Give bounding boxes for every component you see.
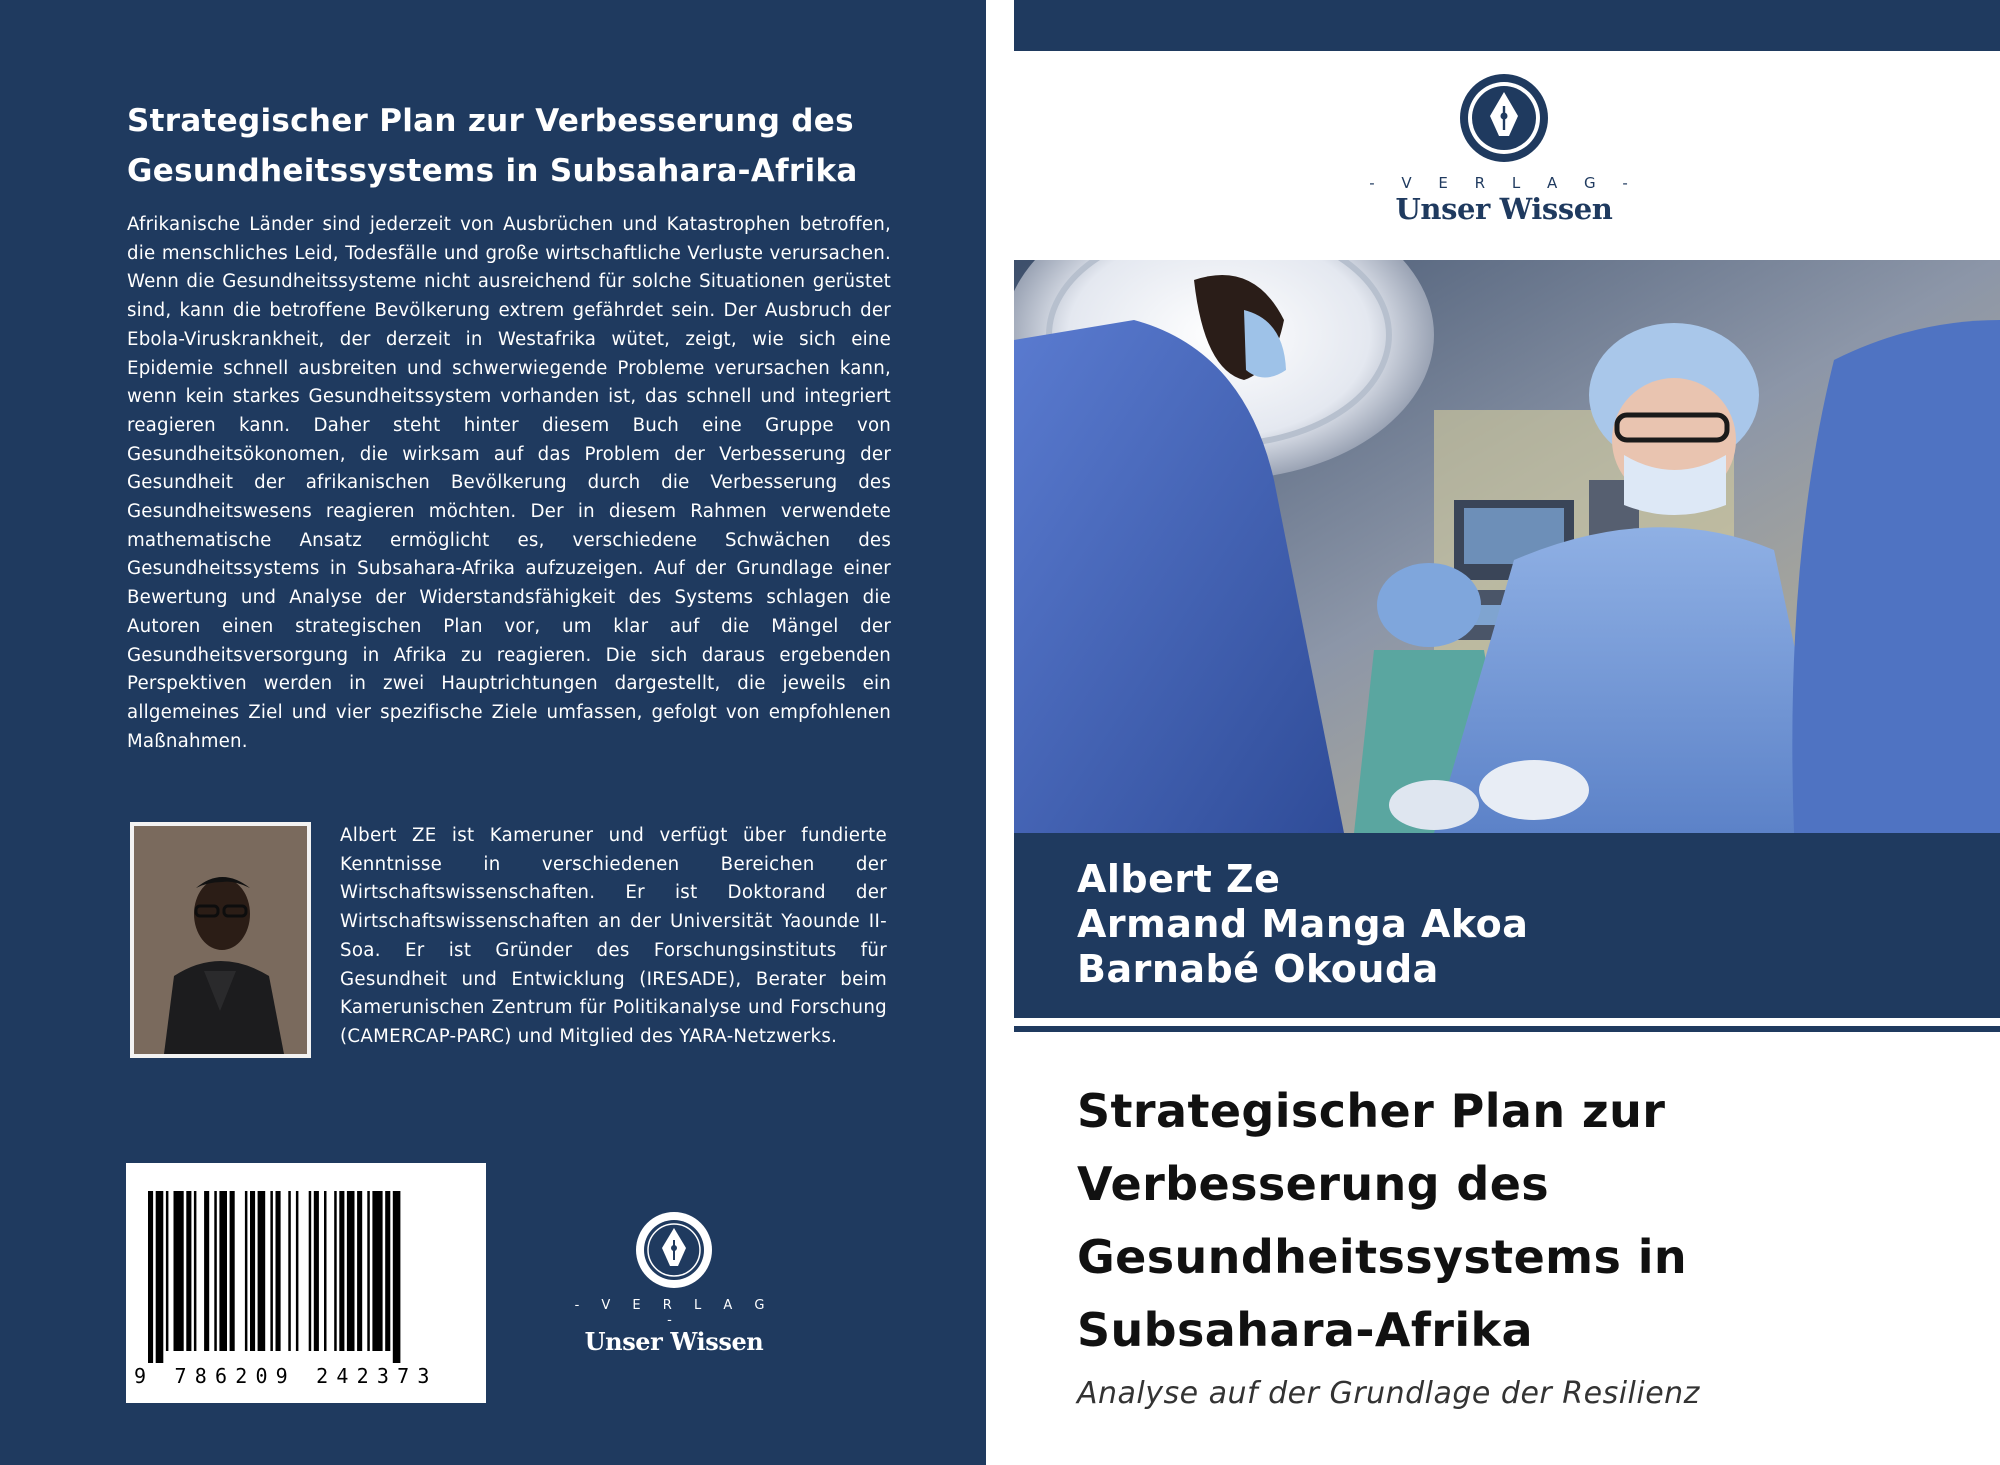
barcode-bar (288, 1191, 291, 1351)
title-line: Gesundheitssystems in (1077, 1230, 1688, 1284)
author-photo (130, 822, 311, 1058)
author-name: Armand Manga Akoa (1077, 902, 1529, 946)
author-list (1077, 857, 1528, 992)
back-publisher-logo (563, 1210, 785, 1356)
barcode-bar (385, 1191, 390, 1351)
title-line: Subsahara-Afrika (1077, 1303, 1533, 1357)
barcode-bar (230, 1191, 235, 1351)
logo-verlag-text: - V E R L A G - (574, 1298, 774, 1328)
barcode-bars (126, 1163, 486, 1363)
barcode-bar (204, 1191, 209, 1351)
logo-publisher-name: Unser Wissen (584, 1327, 764, 1356)
barcode-bar (166, 1191, 169, 1351)
barcode-bar (334, 1191, 337, 1351)
barcode-bar (156, 1191, 164, 1363)
barcode-bar (174, 1191, 184, 1351)
barcode-bar (214, 1191, 217, 1351)
title-line: Verbesserung des (1077, 1157, 1550, 1211)
front-cover (1014, 0, 2000, 1465)
barcode-bar (339, 1191, 344, 1351)
barcode-bar (393, 1191, 401, 1363)
barcode-bar (270, 1191, 273, 1351)
author-name: Albert Ze (1077, 857, 1281, 901)
barcode-bar (296, 1191, 299, 1351)
barcode-bar (276, 1191, 281, 1351)
barcode-bar (324, 1191, 327, 1351)
front-cover-title (1077, 1075, 1957, 1367)
fountain-pen-nib-icon (1458, 72, 1550, 164)
divider-rule (1014, 1026, 2000, 1032)
barcode-bar (367, 1191, 370, 1351)
author-band (1014, 833, 2000, 1018)
barcode-bar (314, 1191, 319, 1351)
front-cover-subtitle: Analyse auf der Grundlage der Resilienz (1077, 1376, 1700, 1411)
barcode-bar (186, 1191, 191, 1351)
barcode-bar (258, 1191, 266, 1351)
title-line: Strategischer Plan zur (1077, 1084, 1666, 1138)
barcode-bar (194, 1191, 197, 1351)
author-bio: Albert ZE ist Kameruner und verfügt über fundierte Kenntnisse in verschiedenen Bereichen der Wirtschaftswissenschaften. Er ist Doktorand der Wirtschaftswissenschaften an der Universität Yaounde II-Soa. Er ist Gründer des Forschungsinstituts für Gesundheit und Entwicklung (IRESADE), Berater beim Kamerunischen Zentrum für Politikanalyse und Forschung (CAMERCAP-PARC) und Mitglied des YARA-Netzwerks. (340, 825, 887, 1047)
barcode-bar (372, 1191, 382, 1351)
barcode-bar (219, 1191, 227, 1351)
barcode-bar (309, 1191, 312, 1351)
fountain-pen-nib-icon (634, 1210, 714, 1290)
barcode-bar (250, 1191, 255, 1351)
barcode-bar (347, 1191, 355, 1351)
isbn-barcode (126, 1163, 486, 1403)
logo-publisher-name: Unser Wissen (1395, 192, 1613, 226)
isbn-digits: 9 786209 242373 (134, 1364, 438, 1388)
barcode-bar (357, 1191, 362, 1351)
logo-verlag-text: - V E R L A G - (1369, 174, 1639, 192)
back-cover-title: Strategischer Plan zur Verbesserung des Gesundheitssystems in Subsahara-Afrika (127, 103, 858, 189)
cover-photo-operating-room (1014, 260, 2000, 833)
front-publisher-logo (1344, 72, 1664, 226)
front-top-band (1014, 0, 2000, 51)
back-cover (0, 0, 986, 1465)
back-cover-blurb: Afrikanische Länder sind jederzeit von Ausbrüchen und Katastrophen betroffen, die menschliches Leid, Todesfälle und große wirtschaftliche Verluste verursachen. Wenn die Gesundheitssysteme nicht ausreichend für solche Situationen gerüstet sind, kann die betroffene Bevölkerung extrem gefährdet sein. Der Ausbruch der Ebola-Viruskrankheit, der derzeit in Westafrika wütet, zeigt, wie sich eine Epidemie schnell ausbreiten und schwerwiegende Probleme verursachen kann, wenn kein starkes Gesundheitssystem vorhanden ist, das schnell und integriert reagieren kann. Daher steht hinter diesem Buch eine Gruppe von Gesundheitsökonomen, die wirksam auf das Problem der Verbesserung der Gesundheit der afrikanischen Bevölkerung durch die Verbesserung des Gesundheitswesens reagieren möchten. Der in diesem Rahmen verwendete mathematische Ansatz ermöglicht es, verschiedene Schwächen des Gesundheitssystems in Subsahara-Afrika aufzuzeigen. Auf der Grundlage einer Bewertung und Analyse der Widerstandsfähigkeit des Systems schlagen die Autoren einen strategischen Plan vor, um klar auf die Mängel der Gesundheitsversorgung in Afrika zu reagieren. Die sich daraus ergebenden Perspektiven werden in zwei Hauptrichtungen dargestellt, die jeweils ein allgemeines Ziel und vier spezifische Ziele umfassen, gefolgt von empfohlenen Maßnahmen. (127, 214, 891, 752)
author-name: Barnabé Okouda (1077, 947, 1439, 991)
barcode-bar (245, 1191, 248, 1351)
barcode-bar (148, 1191, 153, 1363)
